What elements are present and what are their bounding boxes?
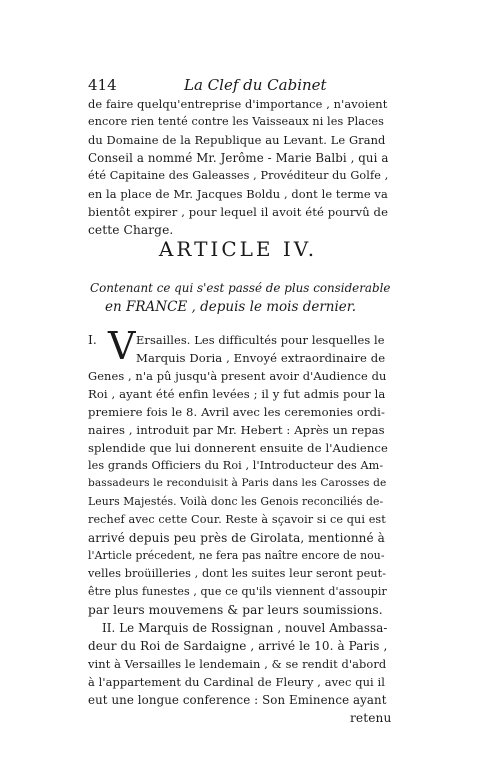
body-line: Genes , n'a pû jusqu'à present avoir d'Audience du — [88, 369, 387, 383]
body-line: velles broüilleries , dont les suites leur seront peut- — [88, 567, 387, 580]
catchword: retenu — [350, 711, 392, 725]
page-number: 414 — [88, 76, 117, 94]
article-subtitle-line2: en FRANCE , depuis le mois dernier. — [105, 299, 357, 315]
article-heading: ARTICLE IV. — [158, 237, 318, 261]
drop-capital: V — [108, 324, 136, 368]
body-line: l'Article précedent, ne fera pas naître encore de nou- — [88, 549, 385, 562]
body-line: premiere fois le 8. Avril avec les ceremonies ordi- — [88, 405, 385, 419]
body-line: cette Charge. — [88, 223, 174, 237]
paragraph-number: I. — [88, 333, 97, 347]
body-line: été Capitaine des Galeasses , Provéditeur du Golfe , — [88, 169, 389, 182]
body-line: rechef avec cette Cour. Reste à sçavoir si ce qui est — [88, 513, 386, 526]
body-line: de faire quelqu'entreprise d'importance , n'avoient — [88, 97, 388, 111]
body-line: deur du Roi de Sardaigne , arrivé le 10. à Paris , — [88, 639, 388, 653]
body-line: bassadeurs le reconduisit à Paris dans les Carosses de — [88, 477, 387, 489]
body-line: en la place de Mr. Jacques Boldu , dont le terme va — [88, 187, 388, 201]
body-line: Conseil a nommé Mr. Jerôme - Marie Balbi , qui a — [88, 151, 389, 165]
page-header — [88, 76, 388, 96]
body-line: vint à Versailles le lendemain , & se rendit d'abord — [88, 657, 387, 671]
body-line: Marquis Doria , Envoyé extraordinaire de — [136, 351, 386, 365]
body-line: Leurs Majestés. Voilà donc les Genois reconciliés de- — [88, 495, 384, 508]
body-line: naires , introduit par Mr. Hebert : Après un repas — [88, 423, 385, 437]
body-line: les grands Officiers du Roi , l'Introducteur des Am- — [88, 459, 384, 472]
body-line: du Domaine de la Republique au Levant. Le Grand — [88, 133, 386, 147]
body-line: par leurs mouvemens & par leurs soumissions. — [88, 603, 383, 617]
body-line: être plus funestes , que ce qu'ils viennent d'assoupir — [88, 585, 387, 598]
body-line: eut une longue conference : Son Eminence ayant — [88, 693, 387, 707]
body-line: à l'appartement du Cardinal de Fleury , avec qui il — [88, 675, 385, 689]
body-line: encore rien tenté contre les Vaisseaux ni les Places — [88, 115, 384, 128]
body-line: II. Le Marquis de Rossignan , nouvel Ambassa- — [102, 621, 388, 635]
article-subtitle-line1: Contenant ce qui s'est passé de plus considerable — [90, 281, 391, 295]
body-line: splendide que lui donnerent ensuite de l'Audience — [88, 441, 388, 455]
body-line: bientôt expirer , pour lequel il avoit été pourvû de — [88, 205, 389, 219]
body-line: Roi , ayant été enfin levées ; il y fut admis pour la — [88, 387, 386, 401]
running-title: La Clef du Cabinet — [184, 76, 327, 94]
body-line: Ersailles. Les difficultés pour lesquelles le — [136, 333, 385, 347]
body-line: arrivé depuis peu près de Girolata, mentionné à — [88, 531, 385, 545]
